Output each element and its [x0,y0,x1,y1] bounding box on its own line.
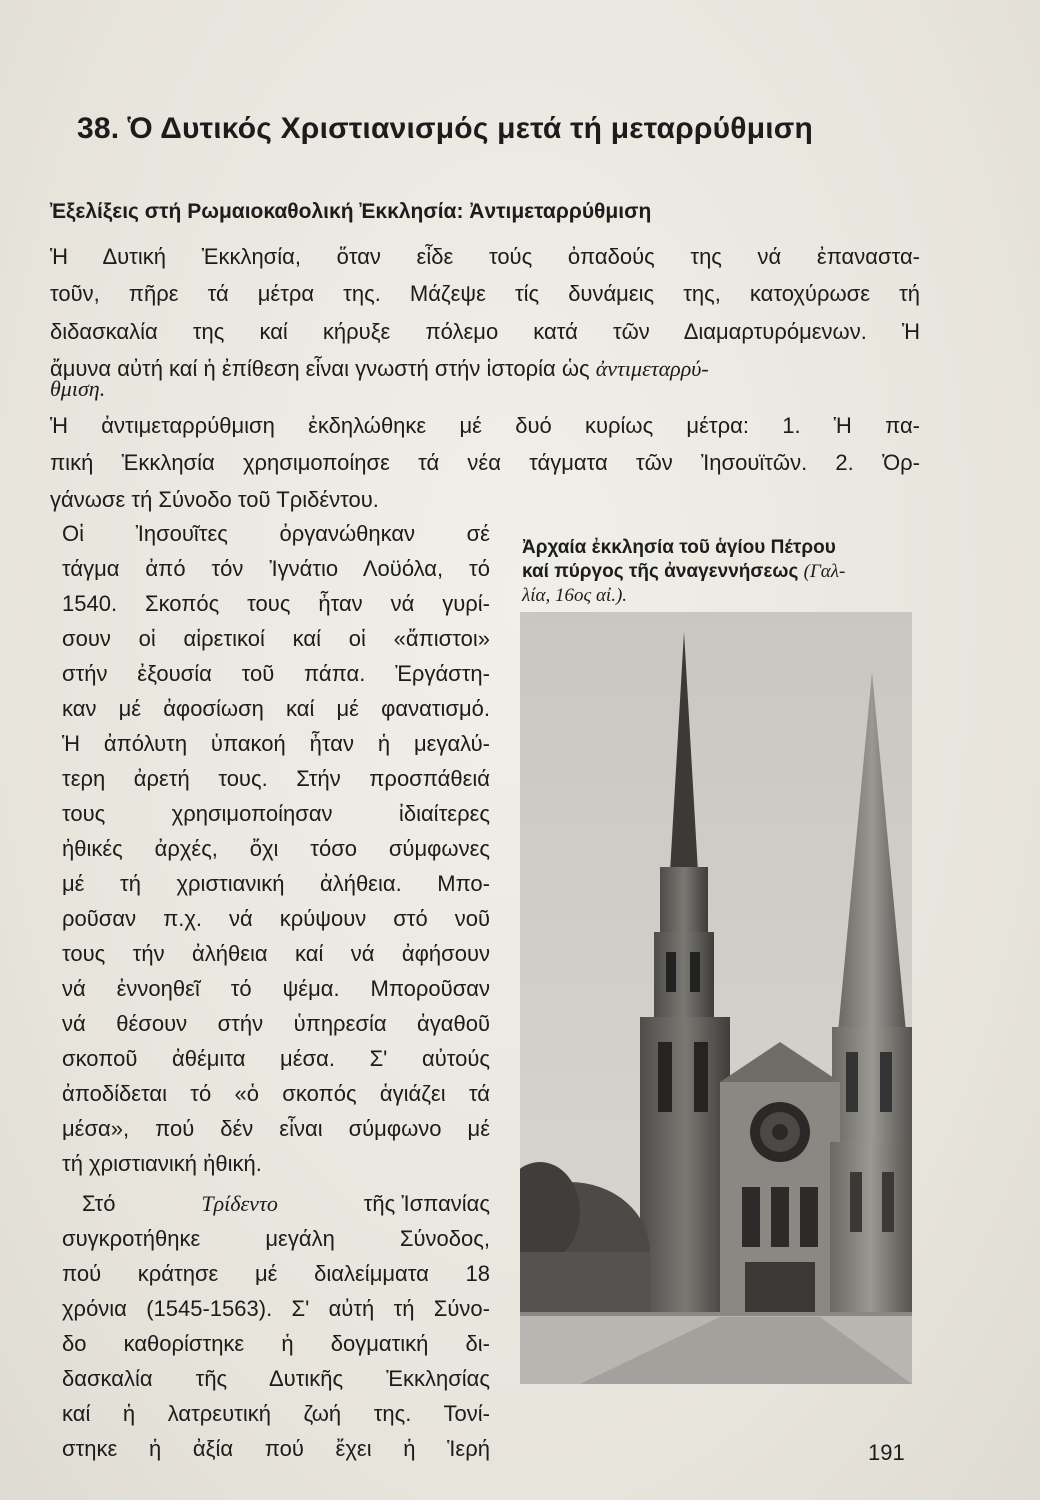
jesuits-line: στήν ἐξουσία τοῦ πάπα. Ἐργάστη- [62,661,490,686]
jesuits-line: ροῦσαν π.χ. νά κρύψουν στό νοῦ [62,906,490,931]
trent-line: συγκροτήθηκε μεγάλη Σύνοδος, [62,1226,490,1251]
intro-line-text: ἄμυνα αὐτή καί ἡ ἐπίθεση εἶναι γνωστή στήν ἱστορία ὡς [50,356,590,381]
page-number: 191 [868,1440,905,1465]
jesuits-text: Οἱ Ἰησουῖτες ὀργανώθηκαν σέ [62,521,490,546]
jesuits-line: σκοποῦ ἀθέμιτα μέσα. Σ' αὐτούς [62,1046,490,1071]
caption-line: Ἀρχαία ἐκκλησία τοῦ ἁγίου Πέτρου [522,537,836,558]
trent-line [82,1190,490,1218]
measures-line: Ἡ ἀντιμεταρρύθμιση ἐκδηλώθηκε μέ δυό κυρίως μέτρα: 1. Ἡ πα- [50,413,920,438]
cathedral-illustration [520,612,912,1384]
jesuits-line: Ἡ ἀπόλυτη ὑπακοή ἦταν ἡ μεγαλύ- [62,731,490,756]
chapter-title: 38. Ὁ Δυτικός Χριστιανισμός μετά τή μεταρρύθμιση [77,112,814,145]
trent-line: πού κράτησε μέ διαλείμματα 18 [62,1261,490,1286]
measures-line: πική Ἐκκλησία χρησιμοποίησε τά νέα τάγματα τῶν Ἰησουϊτῶν. 2. Ὀρ- [50,450,920,475]
jesuits-line: τή χριστιανική ἠθική. [62,1151,262,1176]
intro-line: τοῦν, πῆρε τά μέτρα της. Μάζεψε τίς δυνάμεις της, κατοχύρωσε τή [50,281,920,306]
trent-word: τῆς Ἰσπανίας [363,1191,490,1216]
jesuits-line: τερη ἀρετή τους. Στήν προσπάθειά [62,766,490,791]
jesuits-line: μέ τή χριστιανική ἀλήθεια. Μπο- [62,871,490,896]
intro-term: ἀντιμεταρρύ- [595,356,709,381]
intro-line: διδασκαλία της καί κήρυξε πόλεμο κατά τῶν Διαμαρτυρόμενων. Ἡ [50,319,920,344]
jesuits-line [62,520,490,548]
section-heading: Ἐξελίξεις στή Ρωμαιοκαθολική Ἐκκλησία: Ἀντιμεταρρύθμιση [50,200,652,223]
jesuits-line: 1540. Σκοπός τους ἦταν νά γυρί- [62,591,490,616]
jesuits-line: ἠθικές ἀρχές, ὄχι τόσο σύμφωνες [62,836,490,861]
trent-place: Τρίδεντο [201,1191,278,1216]
trent-word: Στό [82,1191,116,1216]
jesuits-line: τάγμα ἀπό τόν Ἰγνάτιο Λοϋόλα, τό [62,556,490,581]
jesuits-line: νά θέσουν στήν ὑπηρεσία ἀγαθοῦ [62,1011,490,1036]
jesuits-line: καν μέ ἀφοσίωση καί μέ φανατισμό. [62,696,490,721]
jesuits-line: σουν οἱ αἱρετικοί καί οἱ «ἄπιστοι» [62,626,490,651]
intro-line: Ἡ Δυτική Ἐκκλησία, ὅταν εἶδε τούς ὀπαδούς της νά ἐπαναστα- [50,244,920,269]
trent-line: στηκε ἡ ἀξία πού ἔχει ἡ Ἱερή [62,1436,490,1461]
jesuits-line: νά ἐννοηθεῖ τό ψέμα. Μποροῦσαν [62,976,490,1001]
trent-line: δο καθορίστηκε ἡ δογματική δι- [62,1331,490,1356]
measures-line: γάνωσε τή Σύνοδο τοῦ Τριδέντου. [50,487,379,512]
trent-line: καί ἡ λατρευτική ζωή της. Τονί- [62,1401,490,1426]
figure-caption [522,536,922,608]
jesuits-line: ἀποδίδεται τό «ὁ σκοπός ἁγιάζει τά [62,1081,490,1106]
jesuits-line: τους τήν ἀλήθεια καί νά ἀφήσουν [62,941,490,966]
trent-line: δασκαλία τῆς Δυτικῆς Ἐκκλησίας [62,1366,490,1391]
intro-line: θμιση. [50,376,106,401]
jesuits-line: μέσα», πού δέν εἶναι σύμφωνο μέ [62,1116,490,1141]
caption-line: καί πύργος τῆς ἀναγεννήσεως (Γαλ- [522,561,846,582]
trent-line: χρόνια (1545-1563). Σ' αὐτή τή Σύνο- [62,1296,490,1321]
jesuits-line: τους χρησιμοποίησαν ἰδιαίτερες [62,801,490,826]
caption-line: λία, 16ος αἰ.). [522,585,628,606]
cathedral-photo [520,612,912,1384]
